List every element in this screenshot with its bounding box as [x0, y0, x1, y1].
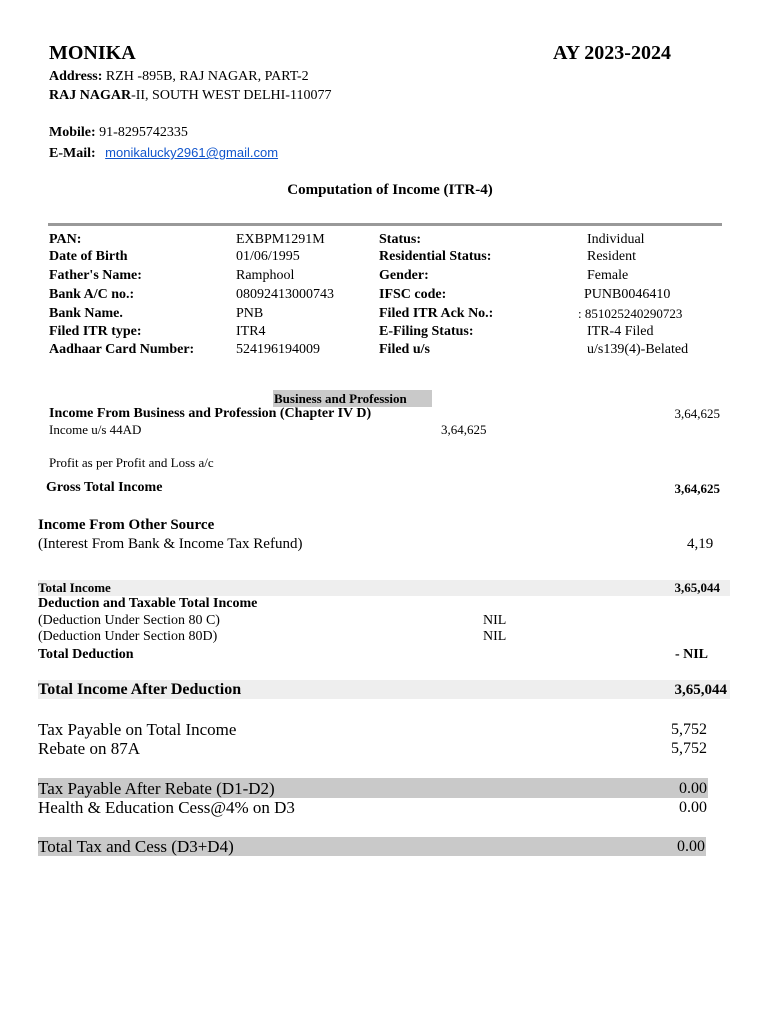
total-tax-value: 0.00 — [677, 838, 705, 855]
detail-value: 524196194009 — [236, 342, 320, 357]
total-income-band — [38, 580, 730, 596]
header-rule — [48, 223, 722, 226]
after-rebate-label: Tax Payable After Rebate (D1-D2) — [38, 779, 275, 798]
detail-value-2: Individual — [587, 232, 645, 247]
detail-label-2: Status: — [379, 232, 422, 247]
deduction-heading: Deduction and Taxable Total Income — [38, 596, 258, 611]
mobile-line — [49, 125, 188, 141]
taxpayer-name: MONIKA — [49, 42, 136, 64]
detail-label-2: Gender: — [379, 268, 429, 283]
tax-payable-value: 5,752 — [671, 721, 707, 738]
address-line-1 — [49, 69, 309, 85]
after-deduction-label: Total Income After Deduction — [38, 681, 242, 698]
other-source-label: (Interest From Bank & Income Tax Refund) — [38, 536, 303, 552]
detail-label: Father's Name: — [49, 268, 142, 283]
detail-value: 01/06/1995 — [236, 249, 300, 264]
detail-value: EXBPM1291M — [236, 232, 325, 247]
detail-label: Filed ITR type: — [49, 324, 142, 339]
total-income-label: Total Income — [38, 580, 111, 595]
rebate-value: 5,752 — [671, 740, 707, 757]
detail-label-2: Filed ITR Ack No.: — [379, 306, 494, 321]
other-source-value: 4,19 — [687, 536, 714, 552]
detail-label-2: Residential Status: — [379, 249, 492, 264]
cess-value: 0.00 — [679, 799, 707, 816]
detail-value-2: Resident — [587, 249, 636, 264]
profit-loss-label: Profit as per Profit and Loss a/c — [49, 455, 214, 470]
email-line — [49, 145, 278, 162]
detail-label: Bank A/C no.: — [49, 287, 135, 302]
document-title: Computation of Income (ITR-4) — [287, 182, 493, 198]
detail-value-2: ITR-4 Filed — [587, 324, 654, 339]
detail-label-2: Filed u/s — [379, 342, 430, 357]
email-label: E-Mail: — [49, 146, 96, 161]
detail-value: Ramphool — [236, 268, 295, 283]
detail-value-2: : 851025240290723 — [578, 306, 683, 321]
detail-value: 08092413000743 — [236, 287, 334, 302]
after-rebate-value: 0.00 — [679, 780, 707, 797]
mobile-label: Mobile: — [49, 125, 96, 140]
total-tax-label: Total Tax and Cess (D3+D4) — [38, 837, 234, 856]
other-source-heading: Income From Other Source — [38, 517, 215, 533]
detail-value: PNB — [236, 306, 264, 321]
income-44ad-label: Income u/s 44AD — [49, 422, 142, 437]
deduction-80d-label: (Deduction Under Section 80D) — [38, 629, 218, 644]
address-line2-bold: RAJ NAGAR — [49, 88, 132, 103]
gross-total-income-label: Gross Total Income — [46, 480, 163, 495]
address-label: Address: — [49, 69, 103, 84]
total-deduction-value: - NIL — [674, 647, 708, 662]
business-income-total: 3,64,625 — [674, 406, 720, 421]
address-line2-rest: -II, SOUTH WEST DELHI-110077 — [131, 88, 332, 103]
business-heading: Business and Profession — [274, 391, 407, 406]
detail-value-2: Female — [587, 268, 629, 283]
deduction-80c-value: NIL — [483, 613, 507, 628]
income-44ad-value: 3,64,625 — [441, 422, 487, 437]
detail-label: Bank Name. — [49, 306, 123, 321]
detail-label-2: E-Filing Status: — [379, 324, 474, 339]
address-value: RZH -895B, RAJ NAGAR, PART-2 — [105, 69, 309, 84]
total-deduction-label: Total Deduction — [38, 647, 134, 662]
total-income-value: 3,65,044 — [674, 580, 720, 595]
detail-value-2: u/s139(4)-Belated — [587, 342, 689, 357]
business-income-label: Income From Business and Profession (Chapter IV D) — [49, 406, 372, 421]
deduction-80c-label: (Deduction Under Section 80 C) — [38, 613, 220, 628]
after-deduction-value: 3,65,044 — [674, 682, 727, 698]
cess-label: Health & Education Cess@4% on D3 — [38, 798, 295, 817]
detail-label: Date of Birth — [49, 249, 128, 264]
detail-value-2: PUNB0046410 — [584, 287, 671, 302]
detail-label: PAN: — [49, 232, 82, 247]
detail-label: Aadhaar Card Number: — [49, 342, 195, 357]
gross-total-income-value: 3,64,625 — [674, 481, 720, 496]
address-line-2 — [49, 88, 331, 104]
mobile-value: 91-8295742335 — [99, 125, 188, 140]
rebate-label: Rebate on 87A — [38, 739, 140, 758]
detail-label-2: IFSC code: — [379, 287, 447, 302]
assessment-year: AY 2023-2024 — [553, 42, 671, 64]
deduction-80d-value: NIL — [483, 629, 507, 644]
detail-value: ITR4 — [236, 324, 266, 339]
email-link[interactable]: monikalucky2961@gmail.com — [105, 145, 279, 160]
tax-payable-label: Tax Payable on Total Income — [38, 720, 237, 739]
